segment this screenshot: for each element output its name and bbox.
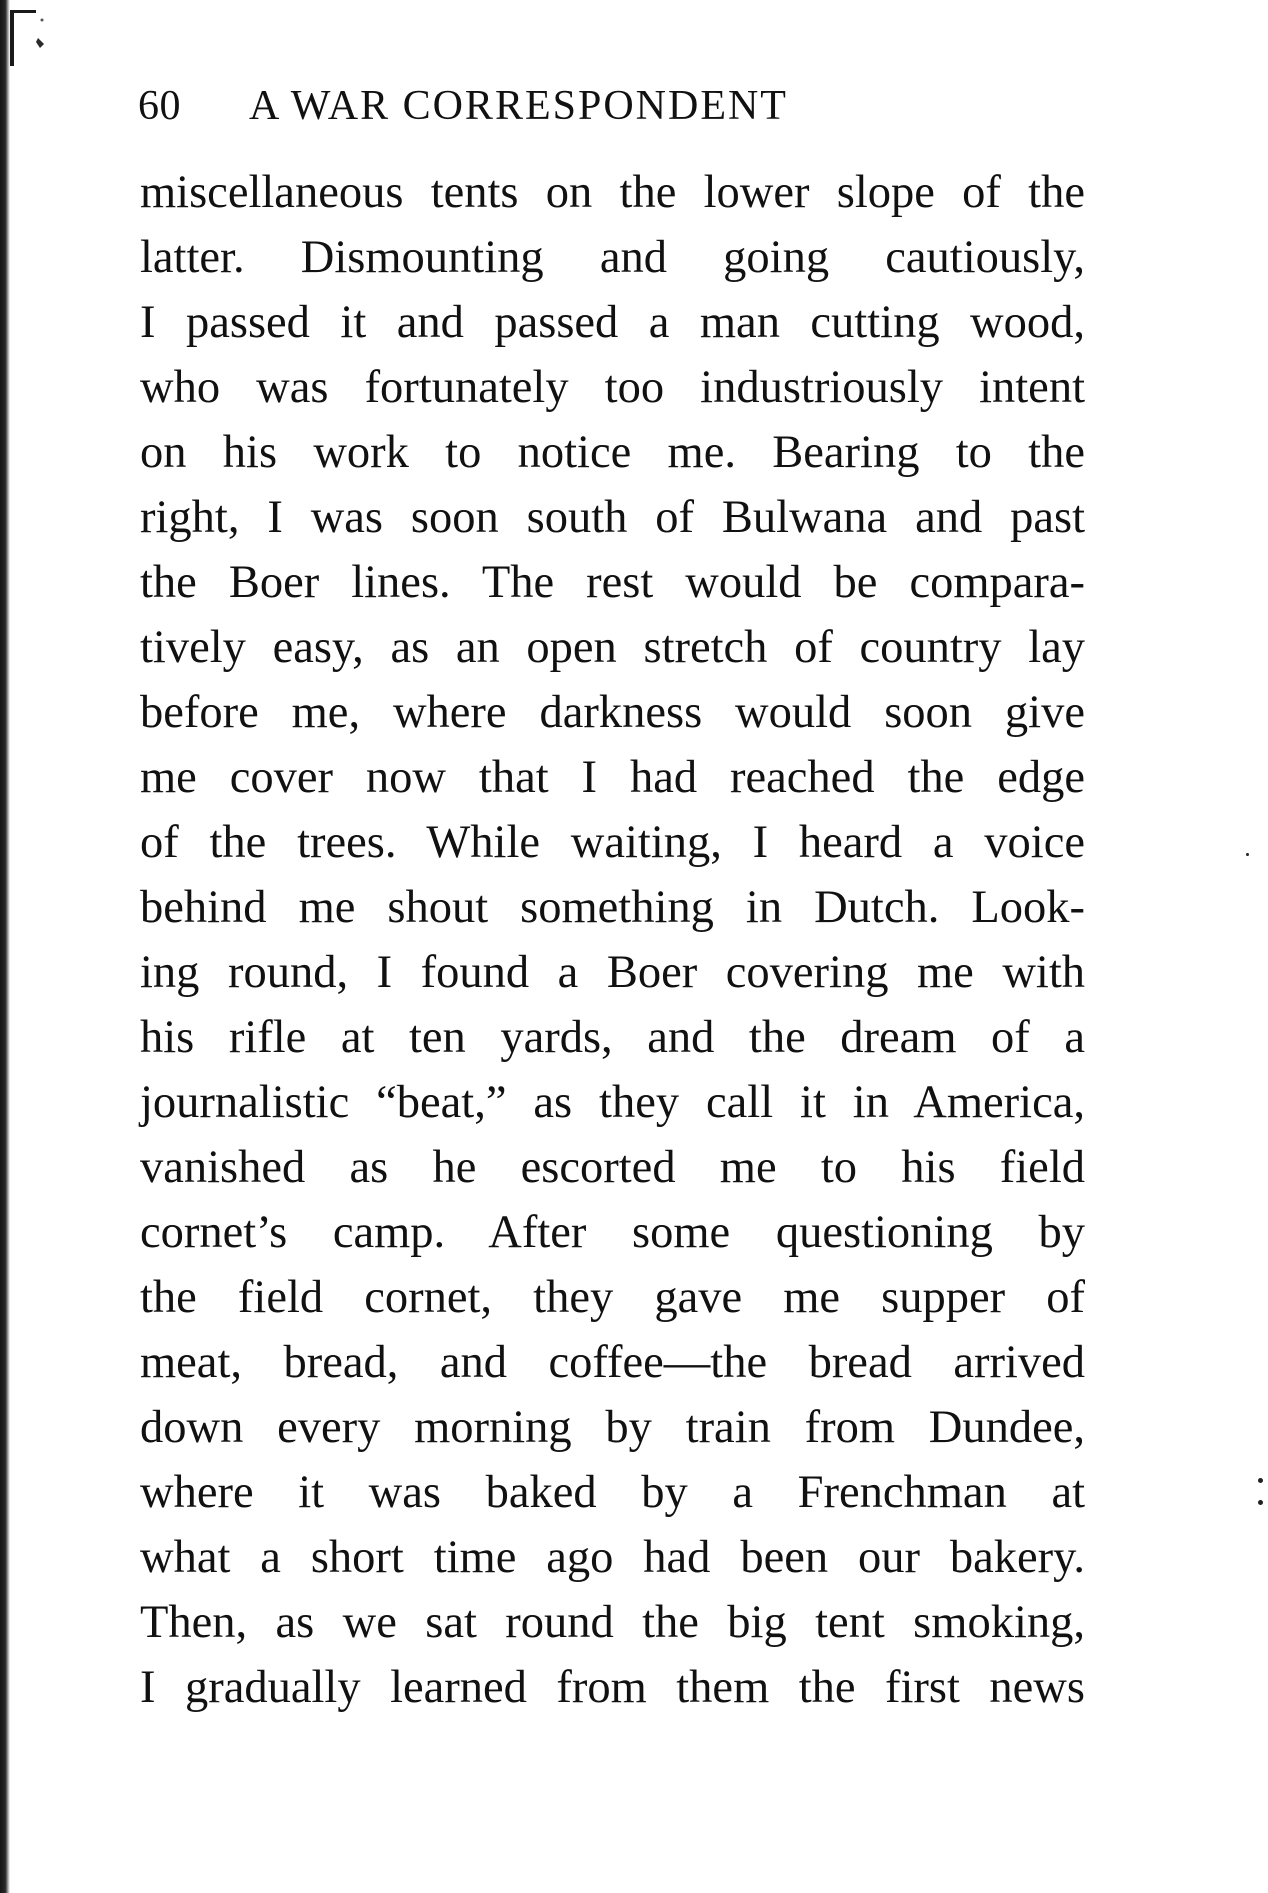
text-line: meat, bread, and coffee—the bread arrived [140,1337,1085,1388]
text-line: Then, as we sat round the big tent smoking, [140,1597,1085,1648]
text-line: down every morning by train from Dundee, [140,1402,1085,1453]
binding-edge [0,0,10,1893]
text-line: tively easy, as an open stretch of country lay [140,622,1085,673]
body-text [140,160,1085,1720]
scan-speck [1258,1500,1263,1505]
text-line: what a short time ago had been our bakery. [140,1532,1085,1583]
text-line: of the trees. While waiting, I heard a voice [140,817,1085,868]
text-line: cornet’s camp. After some questioning by [140,1207,1085,1258]
text-line: where it was baked by a Frenchman at [140,1467,1085,1518]
scan-corner-mark [8,8,48,68]
text-line: his rifle at ten yards, and the dream of a [140,1012,1085,1063]
scan-speck [1246,853,1249,856]
text-line: right, I was soon south of Bulwana and past [140,492,1085,543]
page-number: 60 [138,83,181,129]
text-line: on his work to notice me. Bearing to the [140,427,1085,478]
text-line: before me, where darkness would soon give [140,687,1085,738]
running-head-title: A WAR CORRESPONDENT [249,83,788,129]
scan-speck [1258,1478,1263,1483]
text-line: I gradually learned from them the first news [140,1662,1085,1713]
text-line: ing round, I found a Boer covering me with [140,947,1085,998]
text-line: miscellaneous tents on the lower slope of the [140,167,1085,218]
text-line: the field cornet, they gave me supper of [140,1272,1085,1323]
running-head [138,78,1038,134]
text-line: me cover now that I had reached the edge [140,752,1085,803]
text-line: latter. Dismounting and going cautiously, [140,232,1085,283]
text-line: journalistic “beat,” as they call it in America, [140,1077,1085,1128]
text-line: behind me shout something in Dutch. Look- [140,882,1085,933]
text-line: vanished as he escorted me to his field [140,1142,1085,1193]
text-line: who was fortunately too industriously intent [140,362,1085,413]
text-line: the Boer lines. The rest would be compara- [140,557,1085,608]
text-line: I passed it and passed a man cutting wood, [140,297,1085,348]
